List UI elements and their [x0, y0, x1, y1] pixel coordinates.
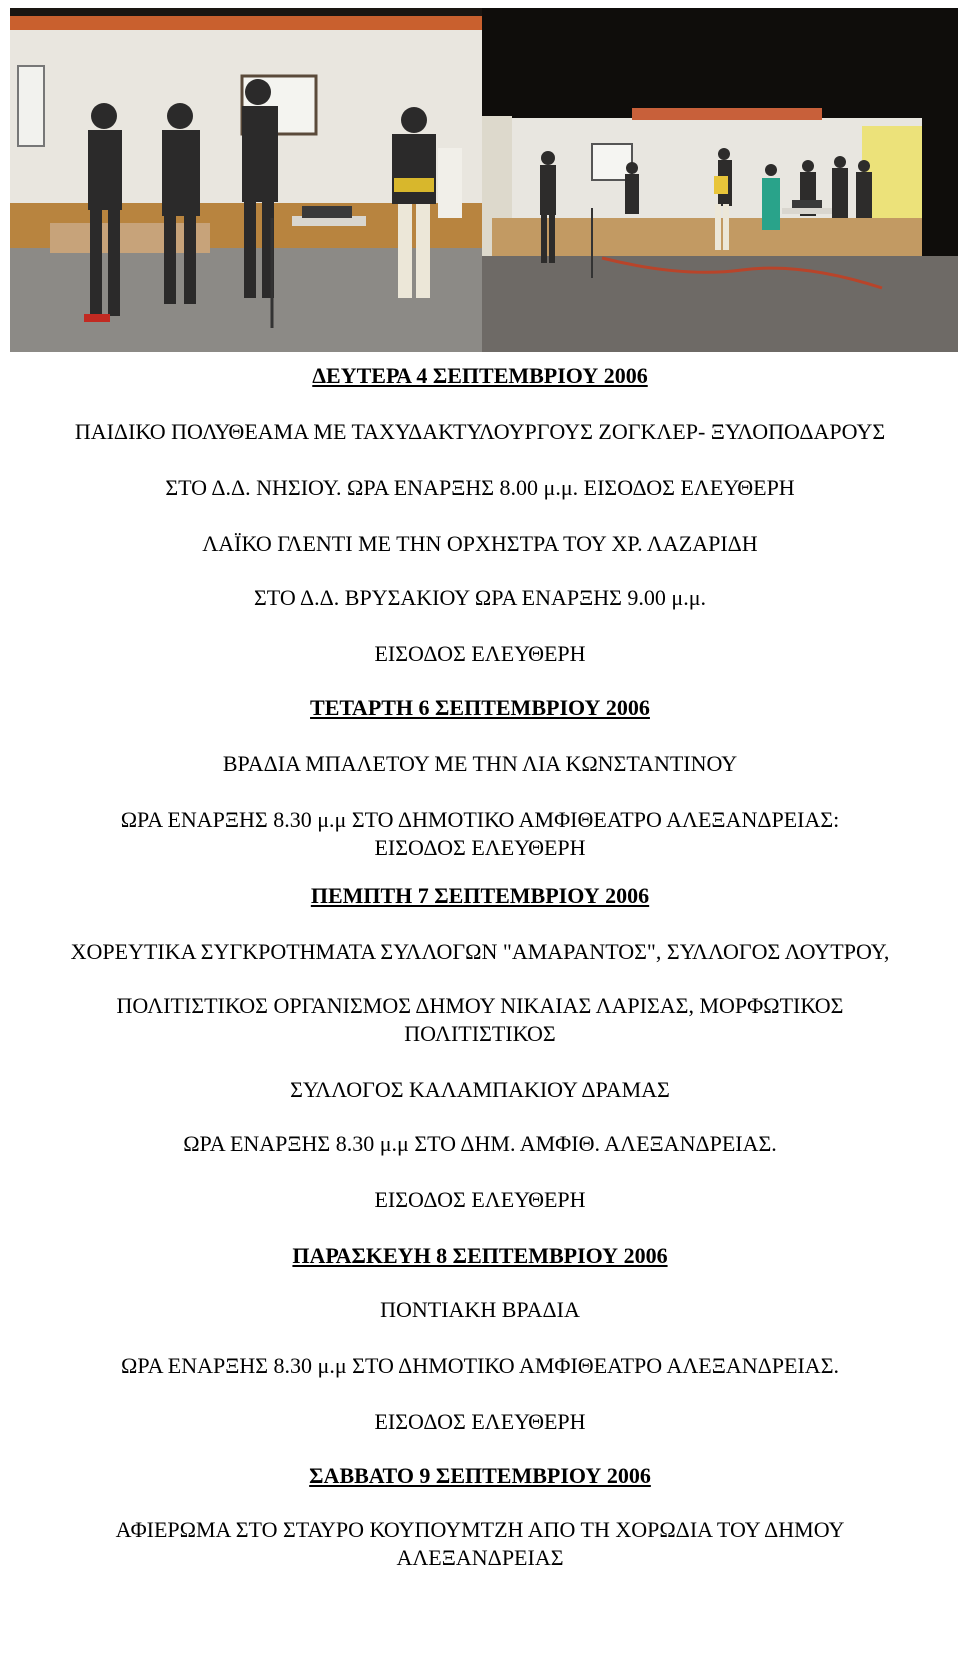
day-heading-thursday: ΠΕΜΠΤΗ 7 ΣΕΠΤΕΜΒΡΙΟΥ 2006 [310, 883, 650, 908]
event-line: ΩΡΑ ΕΝΑΡΞΗΣ 8.30 μ.μ ΣΤΟ ΔΗΜ. ΑΜΦΙΘ. ΑΛΕΞΑΝΔΡΕΙΑΣ. [183, 1131, 777, 1156]
event-line: ΩΡΑ ΕΝΑΡΞΗΣ 8.30 μ.μ ΣΤΟ ΔΗΜΟΤΙΚΟ ΑΜΦΙΘΕΑΤΡΟ ΑΛΕΞΑΝΔΡΕΙΑΣ: [120, 807, 840, 832]
event-line: ΑΛΕΞΑΝΔΡΕΙΑΣ [396, 1545, 564, 1570]
day-heading-monday: ΔΕΥΤΕΡΑ 4 ΣΕΠΤΕΜΒΡΙΟΥ 2006 [312, 363, 648, 388]
event-line: ΕΙΣΟΔΟΣ ΕΛΕΥΘΕΡΗ [374, 835, 586, 860]
event-line: ΠΟΛΙΤΙΣΤΙΚΟΣ ΟΡΓΑΝΙΣΜΟΣ ΔΗΜΟΥ ΝΙΚΑΙΑΣ ΛΑΡΙΣΑΣ, ΜΟΡΦΩΤΙΚΟΣ [116, 993, 844, 1018]
event-line: ΒΡΑΔΙΑ ΜΠΑΛΕΤΟΥ ΜΕ ΤΗΝ ΛΙΑ ΚΩΝΣΤΑΝΤΙΝΟΥ [222, 751, 738, 776]
event-line: ΣΤΟ Δ.Δ. ΒΡΥΣΑΚΙΟΥ ΩΡΑ ΕΝΑΡΞΗΣ 9.00 μ.μ. [253, 585, 707, 610]
event-line: ΠΟΝΤΙΑΚΗ ΒΡΑΔΙΑ [380, 1297, 580, 1322]
event-line: ΠΑΙΔΙΚΟ ΠΟΛΥΘΕΑΜΑ ΜΕ ΤΑΧΥΔΑΚΤΥΛΟΥΡΓΟΥΣ ΖΟΓΚΛΕΡ- ΞΥΛΟΠΟΔΑΡΟΥΣ [74, 419, 886, 444]
event-line: ΠΟΛΙΤΙΣΤΙΚΟΣ [404, 1021, 556, 1046]
event-line: ΩΡΑ ΕΝΑΡΞΗΣ 8.30 μ.μ ΣΤΟ ΔΗΜΟΤΙΚΟ ΑΜΦΙΘΕΑΤΡΟ ΑΛΕΞΑΝΔΡΕΙΑΣ. [121, 1353, 839, 1378]
event-line: ΣΥΛΛΟΓΟΣ ΚΑΛΑΜΠΑΚΙΟΥ ΔΡΑΜΑΣ [290, 1077, 670, 1102]
day-heading-saturday: ΣΑΒΒΑΤΟ 9 ΣΕΠΤΕΜΒΡΙΟΥ 2006 [309, 1463, 651, 1488]
stage-photo-right [482, 8, 958, 352]
event-line: ΕΙΣΟΔΟΣ ΕΛΕΥΘΕΡΗ [374, 641, 586, 666]
event-line: ΕΙΣΟΔΟΣ ΕΛΕΥΘΕΡΗ [374, 1187, 586, 1212]
day-heading-wednesday: ΤΕΤΑΡΤΗ 6 ΣΕΠΤΕΜΒΡΙΟΥ 2006 [310, 695, 650, 720]
event-line: ΕΙΣΟΔΟΣ ΕΛΕΥΘΕΡΗ [374, 1409, 586, 1434]
event-line: ΣΤΟ Δ.Δ. ΝΗΣΙΟΥ. ΩΡΑ ΕΝΑΡΞΗΣ 8.00 μ.μ. ΕΙΣΟΔΟΣ ΕΛΕΥΘΕΡΗ [165, 475, 795, 500]
day-heading-friday: ΠΑΡΑΣΚΕΥΗ 8 ΣΕΠΤΕΜΒΡΙΟΥ 2006 [292, 1243, 668, 1268]
photo-strip [10, 8, 958, 352]
event-line: ΧΟΡΕΥΤΙΚΑ ΣΥΓΚΡΟΤΗΜΑΤΑ ΣΥΛΛΟΓΩΝ "ΑΜΑΡΑΝΤΟΣ", ΣΥΛΛΟΓΟΣ ΛΟΥΤΡΟΥ, [70, 939, 890, 964]
event-line: ΛΑΪΚΟ ΓΛΕΝΤΙ ΜΕ ΤΗΝ ΟΡΧΗΣΤΡΑ ΤΟΥ ΧΡ. ΛΑΖΑΡΙΔΗ [202, 531, 758, 556]
stage-photo-left [10, 8, 482, 352]
event-line: ΑΦΙΕΡΩΜΑ ΣΤΟ ΣΤΑΥΡΟ ΚΟΥΠΟΥΜΤΖΗ ΑΠΟ ΤΗ ΧΟΡΩΔΙΑ ΤΟΥ ΔΗΜΟΥ [115, 1517, 845, 1542]
